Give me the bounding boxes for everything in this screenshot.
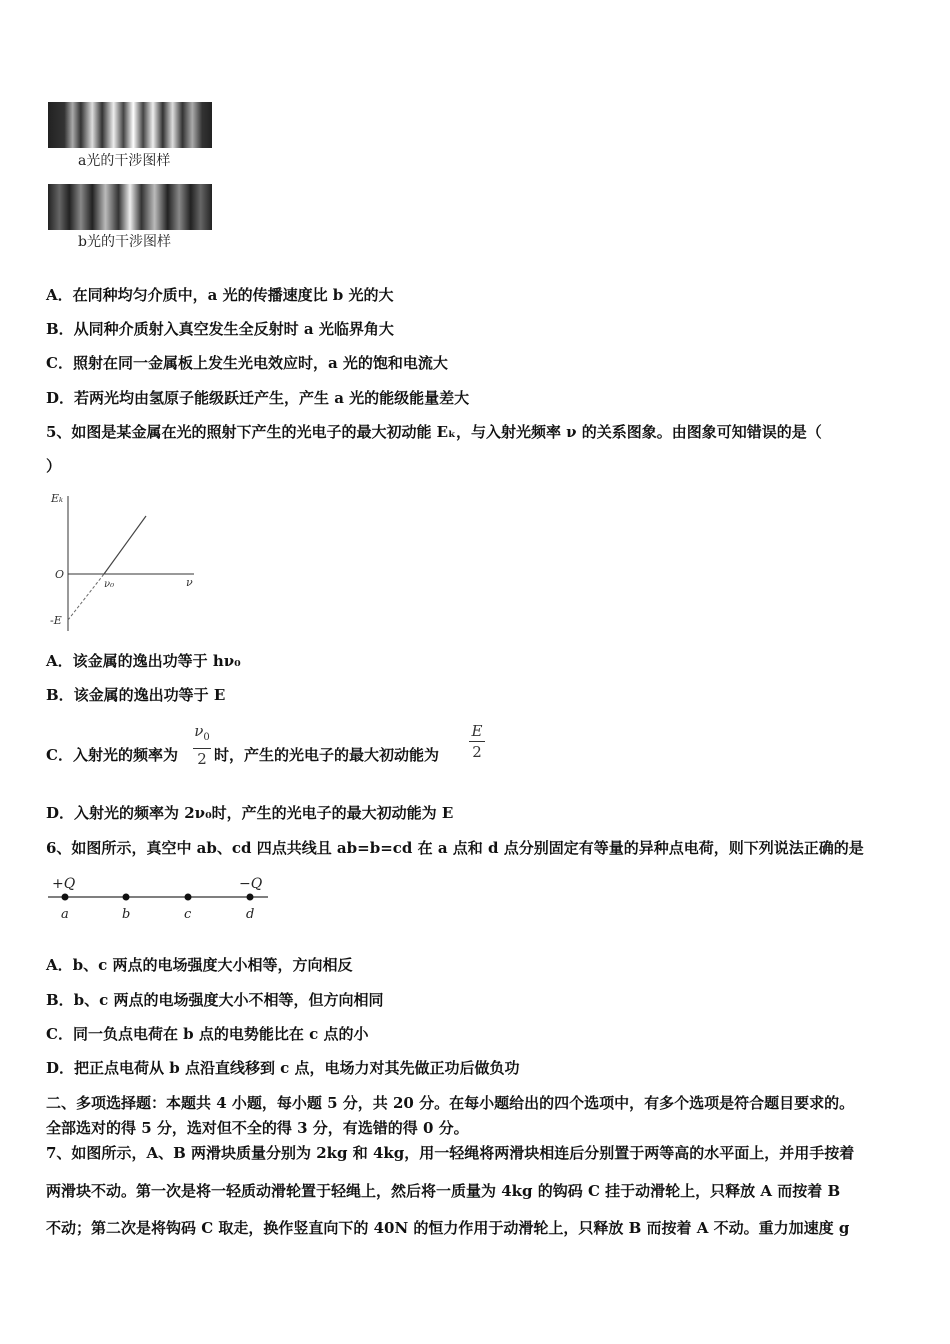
point-d-label: d	[246, 907, 255, 922]
point-a-dot	[62, 894, 69, 901]
q6-option-d: D．把正点电荷从 b 点沿直线移到 c 点，电场力对其先做正功后做负功	[46, 1059, 520, 1077]
q6-charge-line-figure	[46, 870, 276, 926]
q7-stem-line2: 两滑块不动。第一次是将一轻质动滑轮置于轻绳上，然后将一质量为 4kg 的钩码 C 挂于动滑轮上，只释放 A 而按着 B	[46, 1182, 841, 1200]
q6-stem: 6、如图所示，真空中 ab、cd 四点共线且 ab=b=cd 在 a 点和 d 点分别固定有等量的异种点电荷，则下列说法正确的是	[46, 839, 864, 857]
y-axis-label: Eₖ	[51, 492, 64, 505]
q5-stem-close: ）	[46, 457, 62, 475]
q5-option-c-middle: 时，产生的光电子的最大初动能为	[214, 746, 440, 764]
q7-stem-line1: 7、如图所示，A、B 两滑块质量分别为 2kg 和 4kg，用一轻绳将两滑块相连后分别置于两等高的水平面上，并用手按着	[46, 1144, 855, 1162]
q4-option-b: B．从同种介质射入真空发生全反射时 a 光临界角大	[46, 320, 394, 338]
point-c-label: c	[184, 907, 192, 922]
point-b-dot	[123, 894, 130, 901]
section2-header-line1: 二、多项选择题：本题共 4 小题，每小题 5 分，共 20 分。在每小题给出的四个选项中，有多个选项是符合题目要求的。	[46, 1094, 855, 1112]
q5-ek-frequency-graph	[46, 486, 206, 636]
q5-option-c-fraction-v0-over-2: $\nu_0$ 2	[194, 722, 210, 768]
q5-option-b: B．该金属的逸出功等于 E	[46, 686, 226, 704]
q6-option-a: A．b、c 两点的电场强度大小相等，方向相反	[46, 956, 353, 974]
q7-stem-line3: 不动；第二次是将钩码 C 取走，换作竖直向下的 40N 的恒力作用于动滑轮上，只释放 B 而按着 A 不动。重力加速度 g	[46, 1219, 850, 1237]
q6-option-b: B．b、c 两点的电场强度大小不相等，但方向相同	[46, 991, 384, 1009]
intercept-label: ν₀	[104, 579, 115, 590]
q4-option-c: C．照射在同一金属板上发生光电效应时，a 光的饱和电流大	[46, 354, 448, 372]
graph-line	[104, 516, 146, 574]
interference-caption-b: b光的干涉图样	[78, 234, 171, 250]
q6-option-c: C．同一负点电荷在 b 点的电势能比在 c 点的小	[46, 1025, 369, 1043]
q5-option-a: A．该金属的逸出功等于 hν₀	[46, 652, 241, 670]
section2-header-line2: 全部选对的得 5 分，选对但不全的得 3 分，有选错的得 0 分。	[46, 1119, 469, 1137]
interference-pattern-a-image	[48, 102, 212, 148]
point-b-label: b	[122, 907, 131, 922]
graph-line-extension	[68, 574, 104, 620]
q5-option-d: D．入射光的频率为 2ν₀时，产生的光电子的最大初动能为 E	[46, 804, 454, 822]
negative-e-label: -E	[50, 614, 62, 627]
point-c-dot	[185, 894, 192, 901]
q5-option-c-fraction-e-over-2: E 2	[469, 722, 485, 761]
interference-pattern-b-image	[48, 184, 212, 230]
x-axis-label: ν	[186, 576, 193, 589]
interference-caption-a: a光的干涉图样	[78, 153, 171, 169]
q4-option-d: D．若两光均由氢原子能级跃迁产生，产生 a 光的能级能量差大	[46, 389, 470, 407]
q5-option-c-prefix: C．入射光的频率为	[46, 746, 178, 764]
positive-charge-label: +Q	[52, 876, 76, 892]
negative-charge-label: −Q	[239, 876, 263, 892]
origin-label: O	[55, 568, 65, 581]
point-d-dot	[247, 894, 254, 901]
q5-stem: 5、如图是某金属在光的照射下产生的光电子的最大初动能 Eₖ，与入射光频率 ν 的关系图象。由图象可知错误的是（	[46, 423, 822, 441]
q4-option-a: A．在同种均匀介质中，a 光的传播速度比 b 光的大	[46, 286, 394, 304]
point-a-label: a	[61, 907, 69, 922]
